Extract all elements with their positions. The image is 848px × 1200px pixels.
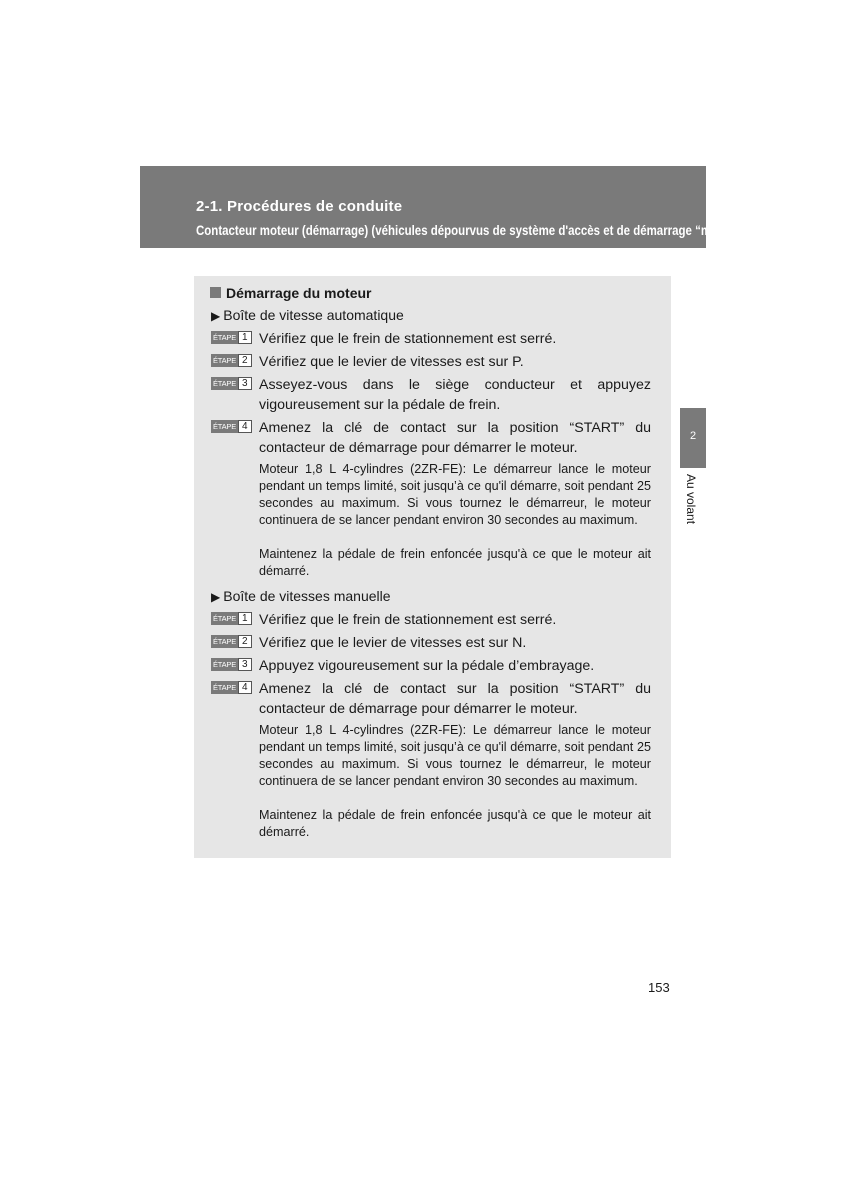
subsection-automatic-title: ▶ Boîte de vitesse automatique	[211, 307, 404, 323]
brake-note: Maintenez la pédale de frein enfoncée jusqu'à ce que le moteur ait démarré.	[259, 547, 651, 578]
step-badge: ÉTAPE 3	[211, 377, 252, 390]
triangle-bullet-icon: ▶	[211, 309, 221, 323]
chapter-number: 2	[689, 430, 697, 442]
step-badge: ÉTAPE 1	[211, 331, 252, 344]
step-item: ÉTAPE 1 Vérifiez que le frein de stationnement est serré.	[213, 612, 557, 628]
step-badge: ÉTAPE 4	[211, 681, 252, 694]
subsection-manual-title: ▶ Boîte de vitesses manuelle	[211, 588, 391, 604]
step-item: ÉTAPE 4 Amenez la clé de contact sur la position “START” du contacteur de démarrage pour démarrer le moteur.	[213, 681, 651, 717]
step-item: ÉTAPE 2 Vérifiez que le levier de vitesses est sur P.	[213, 354, 524, 370]
section-header	[140, 166, 778, 248]
step-item: ÉTAPE 2 Vérifiez que le levier de vitesses est sur N.	[213, 635, 527, 651]
page-subtitle: Contacteur moteur (démarrage) (véhicules dépourvus de système d'accès et de démarrage “mains libres”)	[196, 222, 778, 238]
step-badge: ÉTAPE 2	[211, 354, 252, 367]
square-bullet-icon	[210, 287, 221, 298]
step-item: ÉTAPE 3 Asseyez-vous dans le siège conducteur et appuyez vigoureusement sur la pédale de frein.	[213, 377, 651, 413]
page-number: 153	[648, 980, 670, 995]
step-badge: ÉTAPE 1	[211, 612, 252, 625]
step-item: ÉTAPE 3 Appuyez vigoureusement sur la pédale d’embrayage.	[213, 658, 595, 674]
triangle-bullet-icon: ▶	[211, 590, 221, 604]
brake-note: Maintenez la pédale de frein enfoncée jusqu'à ce que le moteur ait démarré.	[259, 808, 651, 839]
chapter-tab	[680, 408, 706, 468]
step-badge: ÉTAPE 4	[211, 420, 252, 433]
content-heading: Démarrage du moteur	[210, 285, 371, 301]
step-item: ÉTAPE 4 Amenez la clé de contact sur la position “START” du contacteur de démarrage pour démarrer le moteur.	[213, 420, 651, 456]
step-item: ÉTAPE 1 Vérifiez que le frein de stationnement est serré.	[213, 331, 557, 347]
step-badge: ÉTAPE 2	[211, 635, 252, 648]
engine-note: Moteur 1,8 L 4-cylindres (2ZR-FE): Le démarreur lance le moteur pendant un temps limité, soit jusqu’à ce qu'il démarre, soit pendant 25 secondes au maximum. Si vous tournez le démarreur, le moteur continuera de se lancer pendant environ 30 secondes au maximum.	[259, 723, 651, 788]
step-badge: ÉTAPE 3	[211, 658, 252, 671]
chapter-label: Au volant	[684, 474, 698, 525]
engine-note: Moteur 1,8 L 4-cylindres (2ZR-FE): Le démarreur lance le moteur pendant un temps limité, soit jusqu’à ce qu'il démarre, soit pendant 25 secondes au maximum. Si vous tournez le démarreur, le moteur continuera de se lancer pendant environ 30 secondes au maximum.	[259, 462, 651, 527]
section-title: 2-1. Procédures de conduite	[196, 198, 403, 215]
